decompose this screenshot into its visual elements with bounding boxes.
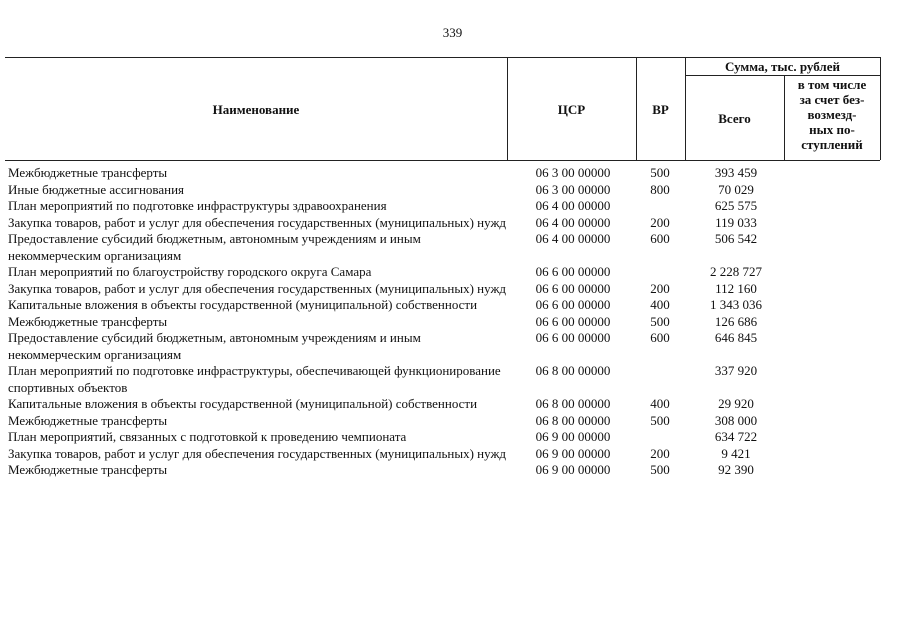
row-gratis xyxy=(790,165,878,182)
table-row xyxy=(8,297,878,314)
row-vr: 200 xyxy=(650,280,670,296)
table-row xyxy=(8,198,878,215)
row-total: 646 845 xyxy=(714,330,758,345)
row-name: Предоставление субсидий бюджетным, автономным учреждениям и иным некоммерческим организациям xyxy=(8,231,421,263)
header-gratis xyxy=(784,77,880,152)
table-row xyxy=(8,281,878,298)
row-vr xyxy=(638,363,682,396)
row-vr xyxy=(638,429,682,446)
row-vr: 500 xyxy=(650,462,670,477)
table-row xyxy=(8,182,878,199)
row-gratis xyxy=(790,429,878,446)
row-csr: 06 8 00 00000 xyxy=(535,363,611,378)
header-gratis-line: в том числе xyxy=(797,77,867,92)
page-number: 339 xyxy=(442,25,463,40)
row-name: Межбюджетные трансферты xyxy=(8,462,168,477)
row-csr: 06 8 00 00000 xyxy=(535,396,611,411)
header-bottom-border xyxy=(5,160,880,161)
row-name: Иные бюджетные ассигнования xyxy=(8,181,185,197)
row-csr: 06 6 00 00000 xyxy=(535,313,611,329)
header-sum: Сумма, тыс. рублей xyxy=(725,59,840,74)
row-csr: 06 9 00 00000 xyxy=(535,462,611,477)
header-vr: ВР xyxy=(652,102,669,117)
row-gratis xyxy=(790,462,878,479)
row-gratis xyxy=(790,281,878,298)
row-gratis xyxy=(790,264,878,281)
row-gratis xyxy=(790,330,878,363)
row-total: 119 033 xyxy=(715,214,757,230)
header-gratis-line: возмезд- xyxy=(807,107,857,122)
header-vline-5 xyxy=(880,57,881,160)
row-vr: 400 xyxy=(650,297,670,312)
row-name: План мероприятий по подготовке инфраструктуры, обеспечивающей функционирование спортивных объектов xyxy=(8,363,501,395)
table-row xyxy=(8,231,878,264)
row-name: План мероприятий по благоустройству городского округа Самара xyxy=(8,264,372,279)
row-total: 112 160 xyxy=(715,280,757,296)
row-total: 29 920 xyxy=(718,396,754,411)
row-vr: 500 xyxy=(650,165,670,180)
row-name: Капитальные вложения в объекты государственной (муниципальной) собственности xyxy=(8,396,478,411)
row-csr: 06 3 00 00000 xyxy=(535,165,611,180)
row-vr xyxy=(638,264,682,281)
table-row xyxy=(8,446,878,463)
row-vr: 500 xyxy=(650,412,670,428)
row-gratis xyxy=(790,215,878,232)
row-csr: 06 4 00 00000 xyxy=(535,214,611,230)
row-vr: 200 xyxy=(650,445,670,461)
row-gratis xyxy=(790,396,878,413)
row-total: 634 722 xyxy=(714,429,758,444)
row-name: План мероприятий по подготовке инфраструктуры здравоохранения xyxy=(8,198,387,213)
row-name: Закупка товаров, работ и услуг для обеспечения государственных (муниципальных) нужд xyxy=(8,445,507,461)
row-csr: 06 6 00 00000 xyxy=(535,280,611,296)
table-row xyxy=(8,462,878,479)
header-top-border xyxy=(5,57,880,58)
table-row xyxy=(8,165,878,182)
row-gratis xyxy=(790,314,878,331)
row-vr xyxy=(638,198,682,215)
table-row xyxy=(8,264,878,281)
row-csr: 06 9 00 00000 xyxy=(535,429,611,444)
row-name: Предоставление субсидий бюджетным, автономным учреждениям и иным некоммерческим организациям xyxy=(8,330,421,362)
row-total: 126 686 xyxy=(714,313,758,329)
table-row xyxy=(8,215,878,232)
header-sum-divider xyxy=(685,75,880,76)
row-gratis xyxy=(790,198,878,215)
row-total: 337 920 xyxy=(714,363,758,378)
row-total: 9 421 xyxy=(721,445,751,461)
table-row xyxy=(8,396,878,413)
row-gratis xyxy=(790,413,878,430)
row-name: Закупка товаров, работ и услуг для обеспечения государственных (муниципальных) нужд xyxy=(8,214,507,230)
row-total: 308 000 xyxy=(714,412,758,428)
row-name: Капитальные вложения в объекты государственной (муниципальной) собственности xyxy=(8,297,478,312)
header-gratis-line: ступлений xyxy=(801,137,863,152)
row-gratis xyxy=(790,446,878,463)
header-csr: ЦСР xyxy=(557,102,586,117)
row-csr: 06 9 00 00000 xyxy=(535,445,611,461)
header-gratis-line: за счет без- xyxy=(799,92,865,107)
row-csr: 06 6 00 00000 xyxy=(535,264,611,279)
row-total: 393 459 xyxy=(714,165,758,180)
row-vr: 200 xyxy=(650,214,670,230)
row-name: Межбюджетные трансферты xyxy=(8,313,168,329)
row-name: План мероприятий, связанных с подготовкой к проведению чемпионата xyxy=(8,429,407,444)
header-name: Наименование xyxy=(212,102,300,117)
row-gratis xyxy=(790,363,878,396)
row-name: Межбюджетные трансферты xyxy=(8,165,168,180)
row-name: Закупка товаров, работ и услуг для обеспечения государственных (муниципальных) нужд xyxy=(8,280,507,296)
row-vr: 500 xyxy=(650,313,670,329)
table-row xyxy=(8,363,878,396)
row-csr: 06 8 00 00000 xyxy=(535,412,611,428)
row-csr: 06 6 00 00000 xyxy=(535,297,611,312)
row-vr: 800 xyxy=(650,181,670,197)
row-name: Межбюджетные трансферты xyxy=(8,412,168,428)
row-gratis xyxy=(790,231,878,264)
row-csr: 06 3 00 00000 xyxy=(535,181,611,197)
table-row xyxy=(8,330,878,363)
row-csr: 06 4 00 00000 xyxy=(535,231,611,246)
row-vr: 600 xyxy=(650,330,670,345)
row-total: 1 343 036 xyxy=(710,297,762,312)
row-total: 2 228 727 xyxy=(710,264,762,279)
table-row xyxy=(8,413,878,430)
row-csr: 06 6 00 00000 xyxy=(535,330,611,345)
row-total: 506 542 xyxy=(714,231,758,246)
row-total: 92 390 xyxy=(718,462,754,477)
table-row xyxy=(8,314,878,331)
row-total: 70 029 xyxy=(718,181,754,197)
row-csr: 06 4 00 00000 xyxy=(535,198,611,213)
table-row xyxy=(8,429,878,446)
budget-table xyxy=(8,165,878,479)
row-total: 625 575 xyxy=(714,198,758,213)
header-gratis-line: ных по- xyxy=(809,122,855,137)
row-gratis xyxy=(790,182,878,199)
header-total: Всего xyxy=(718,111,751,126)
budget-table-body xyxy=(8,165,878,479)
row-vr: 400 xyxy=(650,396,670,411)
row-vr: 600 xyxy=(650,231,670,246)
row-gratis xyxy=(790,297,878,314)
